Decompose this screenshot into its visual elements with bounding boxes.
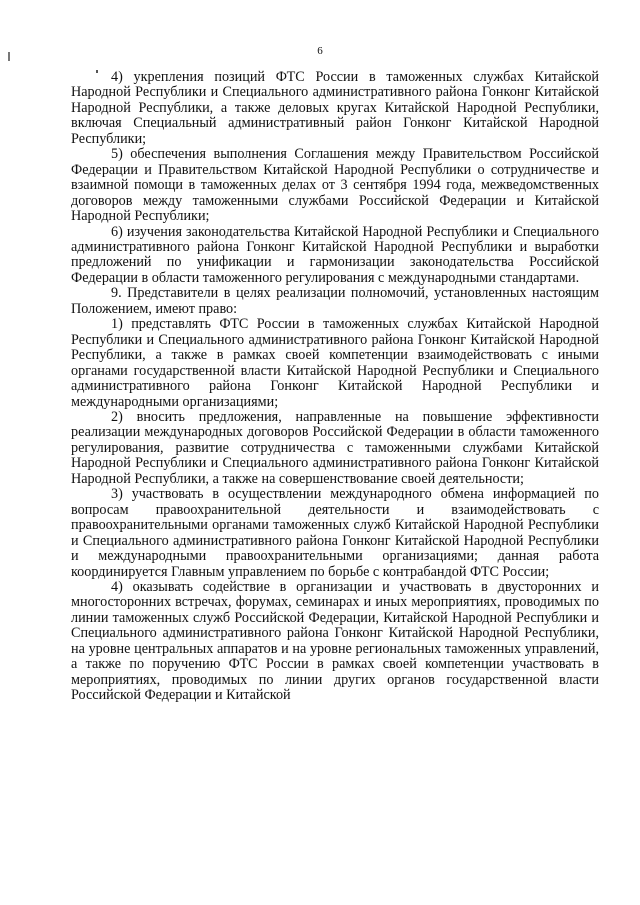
page-number: 6: [317, 45, 323, 57]
paragraph-right-4: 4) оказывать содействие в организации и участвовать в двусторонних и многосторонних встречах, форумах, семинарах и иных мероприятиях, проводимых по линии таможенных служб Российской Федерации, Китайской Народной Республики и Специального административного района Гонконг Китайской Народной Республики, на уровне центральных аппаратов и на уровне региональных таможенных управлений, а также по поручению ФТС России в рамках своей компетенции участвовать в мероприятиях, проводимых по линии других органов государственной власти Российской Федерации и Китайской: [71, 578, 599, 704]
paragraph-item-6: 6) изучения законодательства Китайской Народной Республики и Специального административного района Гонконг Китайской Народной Республики и выработки предложений по унификации и гармонизации законодательства Российской Федерации в области таможенного регулирования с международными стандартами.: [71, 223, 599, 286]
document-body: [71, 70, 599, 704]
paragraph-item-5: 5) обеспечения выполнения Соглашения между Правительством Российской Федерации и Правительством Китайской Народной Республики о сотрудничестве и взаимной помощи в таможенных делах от 3 сентября 1994 года, межведомственных договоров между таможенными службами Российской Федерации и Китайской Народной Республики;: [71, 146, 599, 225]
paragraph-right-2: 2) вносить предложения, направленные на повышение эффективности реализации международных договоров Российской Федерации в области таможенного регулирования, развитие сотрудничества с таможенными службами Китайской Народной Республики и Специального административного района Гонконг Китайской Народной Республики, а также на совершенствование своей деятельности;: [71, 408, 599, 487]
paragraph-item-4: 4) укрепления позиций ФТС России в таможенных службах Китайской Народной Республики и Специального административного района Гонконг Китайской Народной Республики, а также деловых кругах Китайской Народной Республики, включая Специальный административный район Гонконг Китайской Народной Республики;: [71, 69, 599, 147]
paragraph-right-1: 1) представлять ФТС России в таможенных службах Китайской Народной Республики и Специального административного района Гонконг Китайской Народной Республики, а также в рамках своей компетенции взаимодействовать с иными органами государственной власти Китайской Народной Республики и Специального административного района Гонконг Китайской Народной Республики и международными организациями;: [71, 316, 599, 410]
paragraph-clause-9: 9. Представители в целях реализации полномочий, установленных настоящим Положением, имеют право:: [71, 285, 599, 317]
paragraph-right-3: 3) участвовать в осуществлении международного обмена информацией по вопросам правоохранительной деятельности и взаимодействовать с правоохранительными органами таможенных служб Китайской Народной Республики и Специального административного района Гонконг Китайской Народной Республики и международными правоохранительными организациями; данная работа координируется Главным управлением по борьбе с контрабандой ФТС России;: [71, 486, 599, 580]
